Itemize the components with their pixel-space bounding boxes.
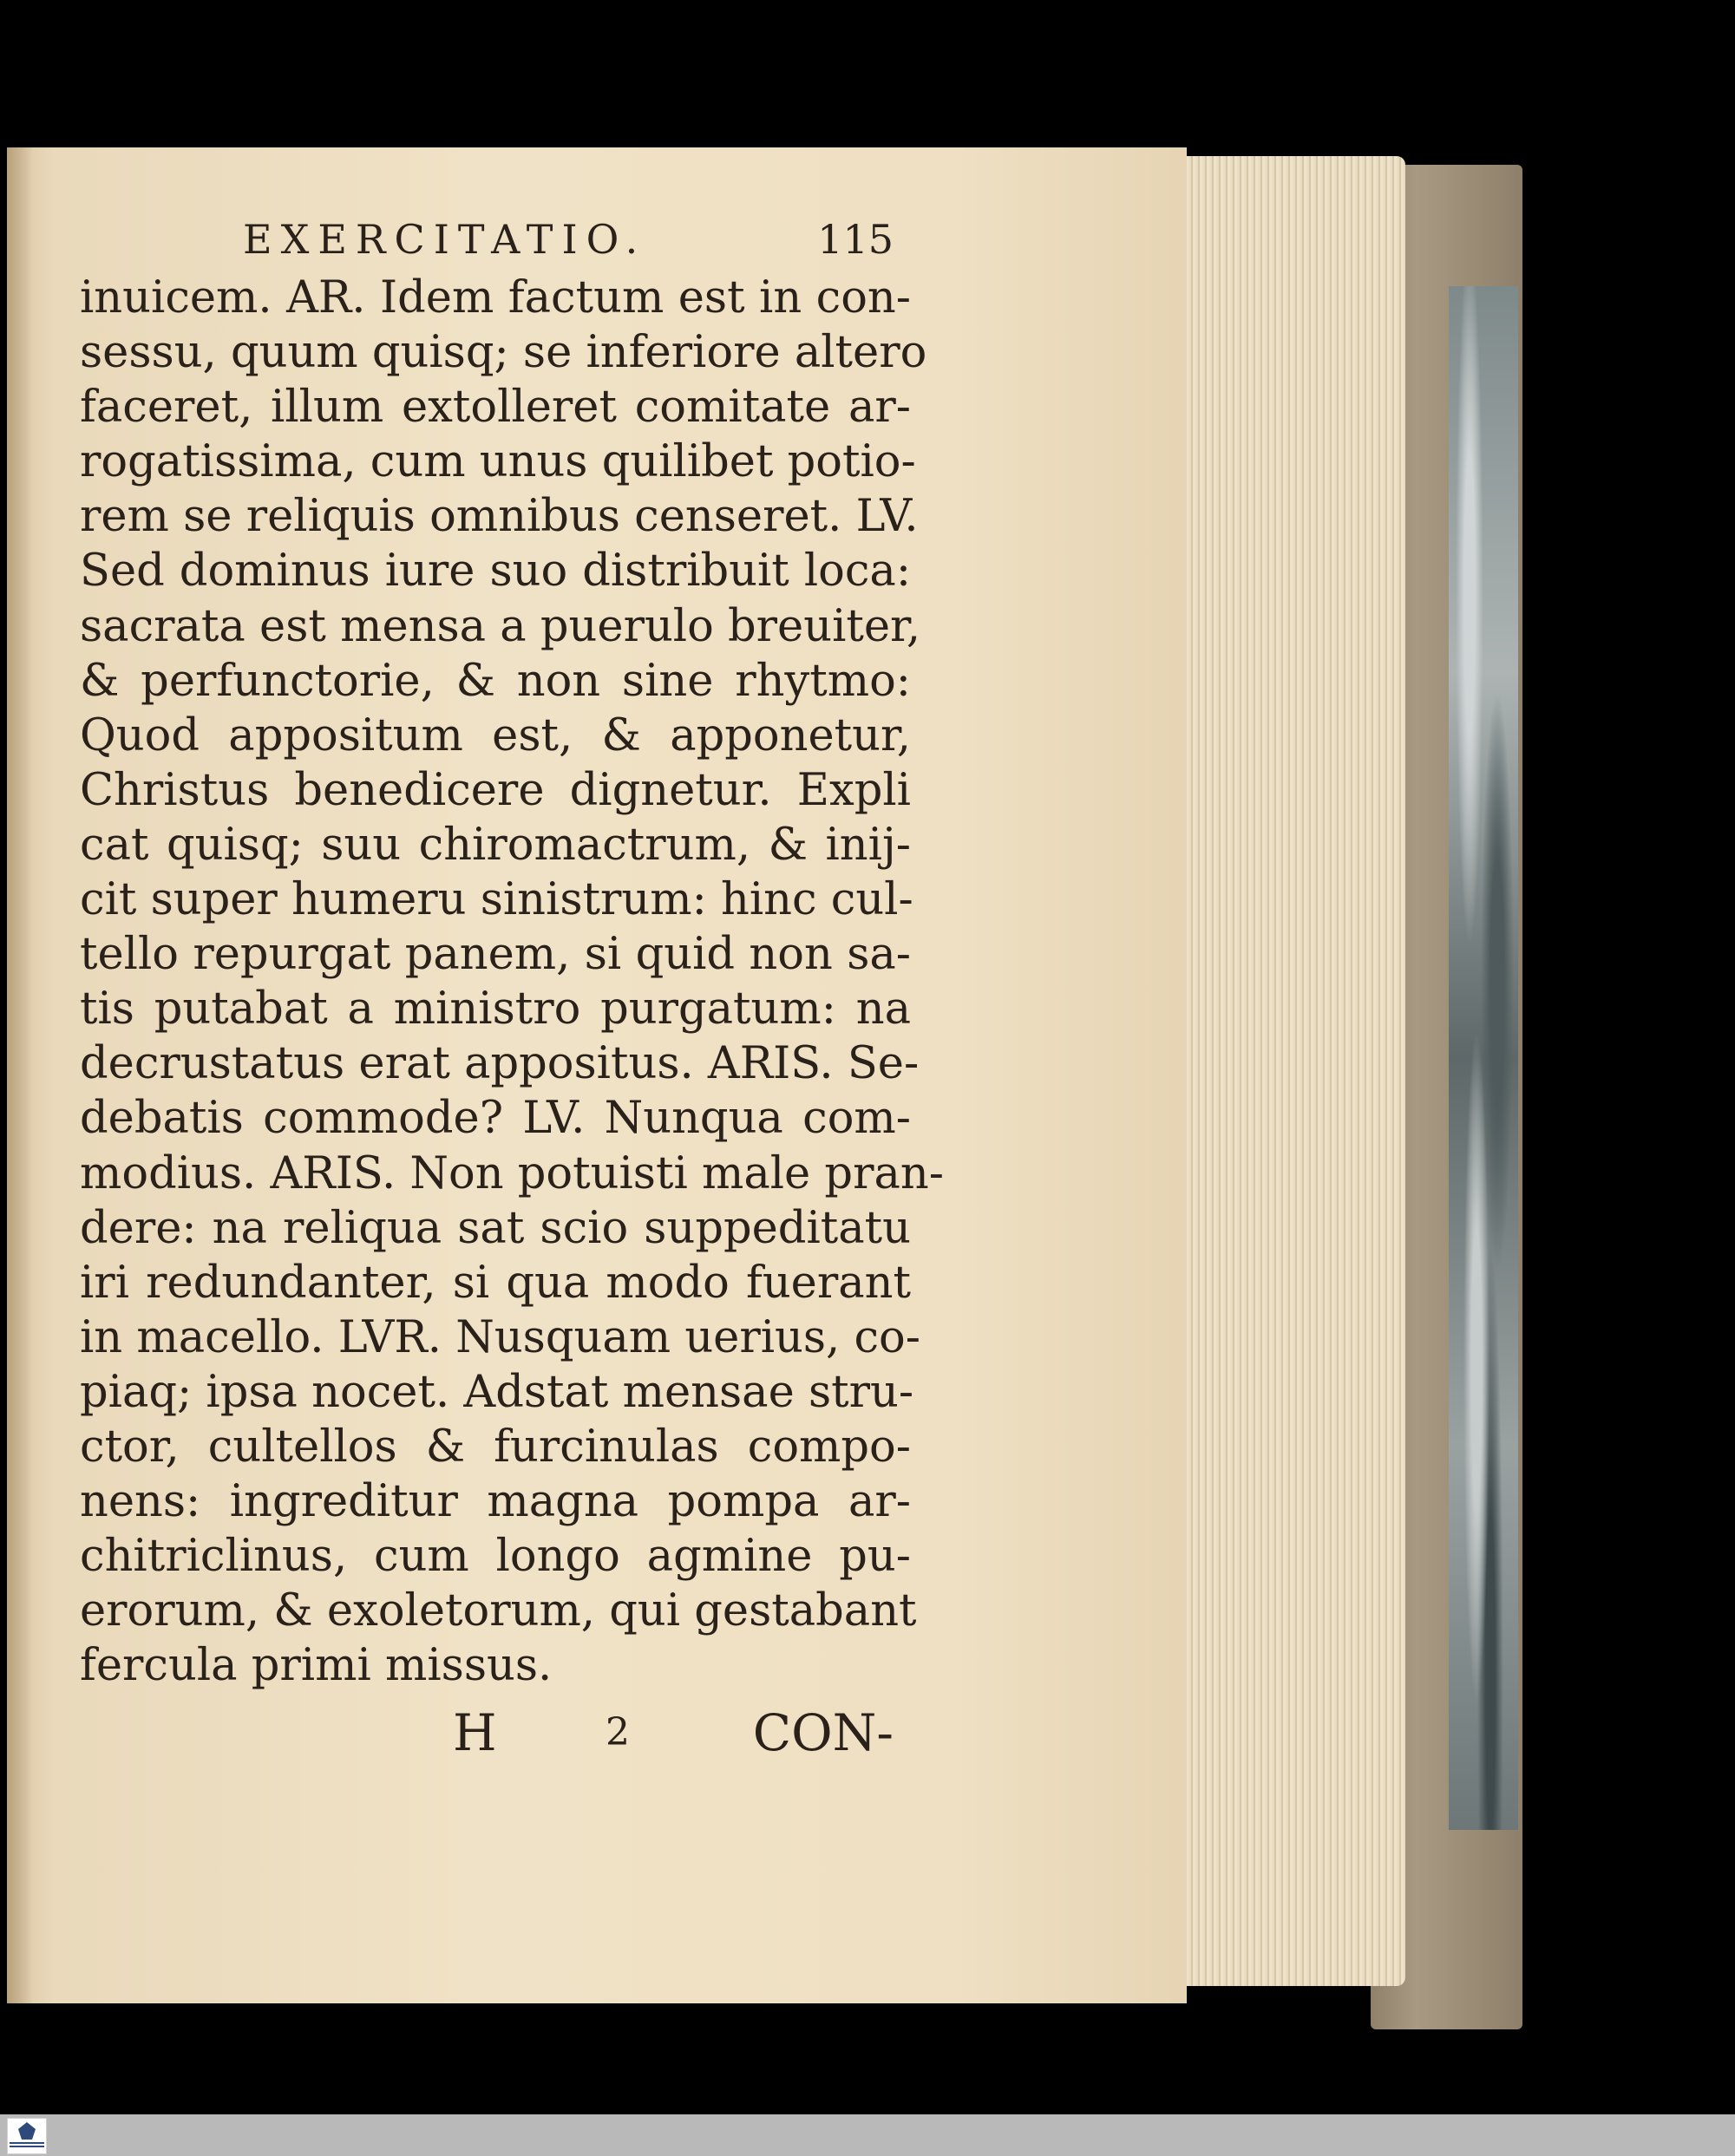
text-line: Quod appositum est, & apponetur, <box>80 709 911 761</box>
signature-letter: H <box>453 1703 497 1763</box>
text-line: debatis commode? LV. Nunqua com- <box>80 1093 911 1145</box>
marbled-spine-edge <box>1449 286 1518 1830</box>
library-crest-icon <box>7 2118 47 2154</box>
text-line: faceret, illum extolleret comitate ar- <box>80 382 911 434</box>
text-line: ctor, cultellos & furcinulas compo- <box>80 1421 911 1473</box>
text-line: in macello. LVR. Nusquam uerius, co- <box>80 1311 920 1363</box>
text-line: cit super humeru sinistrum: hinc cul- <box>80 874 913 926</box>
text-line: Sed dominus iure suo distribuit loca: <box>80 546 911 598</box>
crest-shape <box>18 2122 36 2140</box>
archive-footer-bar <box>0 2114 1735 2156</box>
text-line: inuicem. AR. Idem factum est in con- <box>80 272 911 323</box>
text-line: piaq; ipsa nocet. Adstat mensae stru- <box>80 1366 914 1418</box>
text-line: decrustatus erat appositus. ARIS. Se- <box>80 1038 920 1090</box>
text-line: & perfunctorie, & non sine rhytmo: <box>80 655 911 707</box>
page-gutter <box>7 147 33 2003</box>
text-line: sacrata est mensa a puerulo breuiter, <box>80 600 921 652</box>
text-line: modius. ARIS. Non potuisti male pran- <box>80 1147 944 1199</box>
running-title: EXERCITATIO. <box>243 216 647 263</box>
text-line: sessu, quum quisq; se inferiore altero <box>80 327 927 379</box>
text-line: Christus benedicere dignetur. Expli <box>80 764 911 816</box>
text-line: nens: ingreditur magna pompa ar- <box>80 1476 911 1528</box>
page-number: 115 <box>817 216 894 263</box>
text-line: rem se reliquis omnibus censeret. LV. <box>80 491 919 543</box>
text-line: tello repurgat panem, si quid non sa- <box>80 929 911 981</box>
text-block <box>80 215 944 1767</box>
text-line: chitriclinus, cum longo agmine pu- <box>80 1531 911 1583</box>
running-head <box>80 215 911 264</box>
text-line: iri redundanter, si qua modo fuerant <box>80 1257 911 1309</box>
crest-lettering-mark <box>10 2142 44 2144</box>
text-line: rogatissima, cum unus quilibet potio- <box>80 436 916 488</box>
text-line: tis putabat a ministro purgatum: na <box>80 983 911 1036</box>
text-line: cat quisq; suu chiromactrum, & inij- <box>80 819 911 871</box>
page-stack-edge <box>1154 156 1405 1986</box>
text-line: erorum, & exoletorum, qui gestabant <box>80 1585 917 1637</box>
text-line: fercula primi missus. <box>80 1640 553 1692</box>
text-line: dere: na reliqua sat scio suppeditatu <box>80 1202 911 1254</box>
signature-line <box>80 1698 911 1767</box>
signature-number: 2 <box>606 1710 630 1755</box>
catchword: CON- <box>752 1703 894 1763</box>
